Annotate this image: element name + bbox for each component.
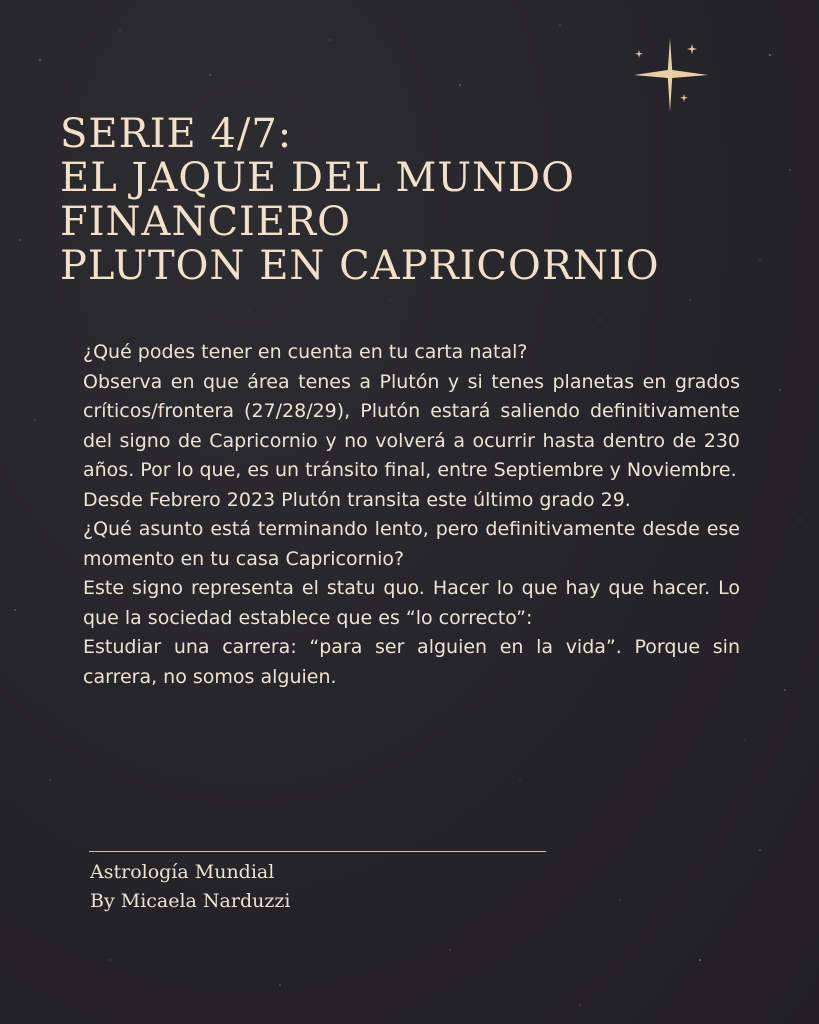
signature-divider xyxy=(89,851,546,852)
body-paragraph-4: ¿Qué asunto está terminando lento, pero definitivamente desde ese momento en tu casa Capricornio? xyxy=(83,518,740,570)
page-title xyxy=(60,112,780,288)
title-line-1: SERIE 4/7: xyxy=(60,111,293,157)
body-paragraph-3: Desde Febrero 2023 Plutón transita este último grado 29. xyxy=(83,488,631,511)
body-paragraph-5: Este signo representa el statu quo. Hacer lo que hay que hacer. Lo que la sociedad establece que es “lo correcto”: xyxy=(83,577,740,629)
body-paragraph-1: ¿Qué podes tener en cuenta en tu carta natal? xyxy=(83,341,528,363)
body-paragraph-2: Observa en que área tenes a Plutón y si tenes planetas en grados críticos/frontera (27/28/29), Plutón estará saliendo definitivamente del signo de Capricornio y no volverá a ocurrir hasta dentro de 230 años. Por lo que, es un tránsito final, entre Septiembre y Noviembre. xyxy=(83,370,740,481)
signature-line-2: By Micaela Narduzzi xyxy=(90,890,291,912)
title-line-2: EL JAQUE DEL MUNDO xyxy=(60,155,575,201)
signature-line-1: Astrología Mundial xyxy=(90,861,275,883)
sparkle-icon xyxy=(626,34,716,116)
signature xyxy=(90,858,290,916)
body-text xyxy=(83,338,740,692)
title-line-3: FINANCIERO xyxy=(60,199,351,245)
body-paragraph-6: Estudiar una carrera: “para ser alguien en la vida”. Porque sin carrera, no somos alguien. xyxy=(83,636,740,688)
title-line-4: PLUTON EN CAPRICORNIO xyxy=(60,243,660,289)
